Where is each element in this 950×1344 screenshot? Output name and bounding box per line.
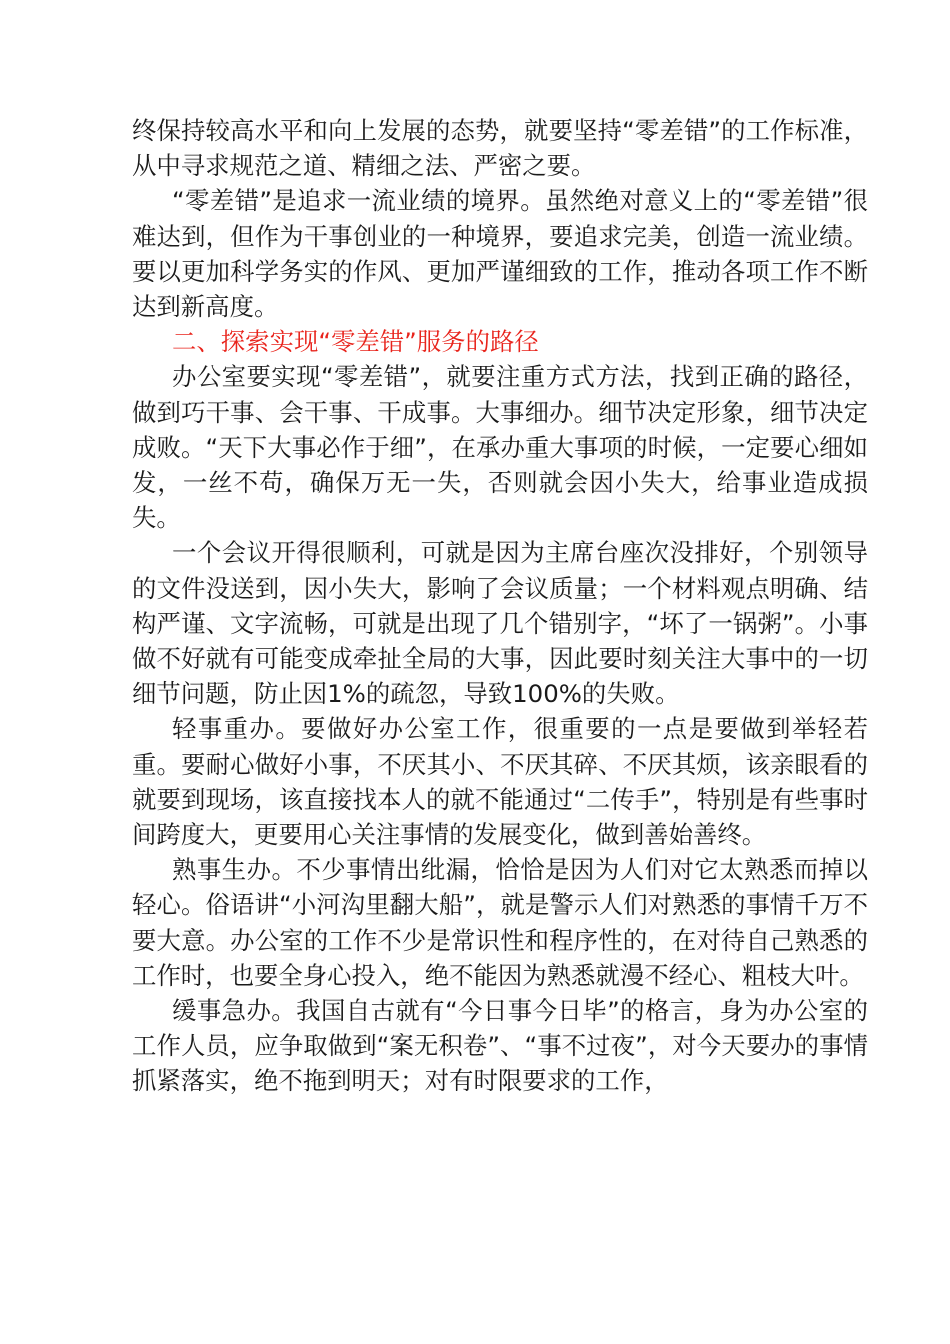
body-paragraph-2: “零差错”是追求一流业绩的境界。虽然绝对意义上的“零差错”很难达到，但作为干事创业的一种境界，要追求完美，创造一流业绩。要以更加科学务实的作风、更加严谨细致的工作，推动各项工作不断达到新高度。: [132, 186, 868, 322]
body-paragraph-7: 缓事急办。我国自古就有“今日事今日毕”的格言，身为办公室的工作人员，应争取做到“案无积卷”、“事不过夜”，对今天要办的事情抓紧落实，绝不拖到明天；对有时限要求的工作，: [132, 996, 868, 1096]
section-heading: 二、探索实现“零差错”服务的路径: [172, 327, 539, 357]
body-paragraph-6: 熟事生办。不少事情出纰漏，恰恰是因为人们对它太熟悉而掉以轻心。俗语讲“小河沟里翻大船”，就是警示人们对熟悉的事情千万不要大意。办公室的工作不少是常识性和程序性的，在对待自己熟悉的工作时，也要全身心投入，绝不能因为熟悉就漫不经心、粗枝大叶。: [132, 855, 868, 990]
body-paragraph-1: 终保持较高水平和向上发展的态势，就要坚持“零差错”的工作标准，从中寻求规范之道、精细之法、严密之要。: [132, 116, 868, 181]
document-body: [132, 113, 868, 1099]
body-paragraph-4: 一个会议开得很顺利，可就是因为主席台座次没排好，个别领导的文件没送到，因小失大，影响了会议质量；一个材料观点明确、结构严谨、文字流畅，可就是出现了几个错别字，“坏了一锅粥”。小事做不好就有可能变成牵扯全局的大事，因此要时刻关注大事中的一切细节问题，防止因1%的疏忽，导致100%的失败。: [132, 538, 868, 709]
body-paragraph-5: 轻事重办。要做好办公室工作，很重要的一点是要做到举轻若重。要耐心做好小事，不厌其小、不厌其碎、不厌其烦，该亲眼看的就要到现场，该直接找本人的就不能通过“二传手”，特别是有些事时间跨度大，更要用心关注事情的发展变化，做到善始善终。: [132, 714, 868, 850]
body-paragraph-3: 办公室要实现“零差错”，就要注重方式方法，找到正确的路径，做到巧干事、会干事、干成事。大事细办。细节决定形象，细节决定成败。“天下大事必作于细”，在承办重大事项的时候，一定要心细如发，一丝不苟，确保万无一失，否则就会因小失大，给事业造成损失。: [132, 362, 868, 533]
